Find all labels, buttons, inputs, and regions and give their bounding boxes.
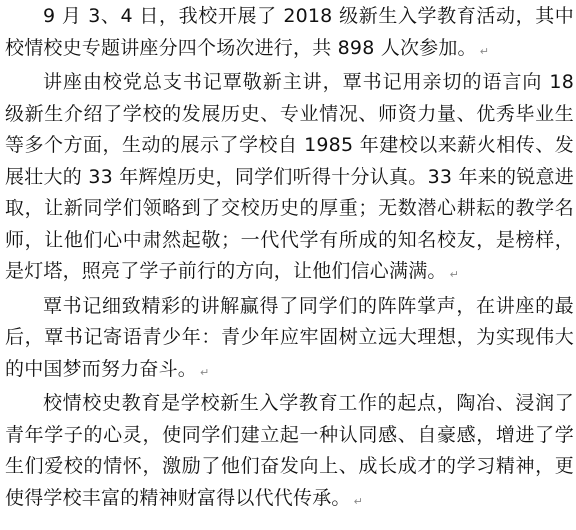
paragraph-mark-icon: ↵: [479, 44, 490, 58]
paragraph-1-text: 9 月 3、4 日，我校开展了 2018 级新生入学教育活动，其中校情校史专题讲座分四个场次进行，共 898 人次参加。: [5, 5, 574, 59]
paragraph-2: [5, 67, 574, 291]
paragraph-mark-icon: ↵: [200, 365, 210, 379]
paragraph-3-text: 覃书记细致精彩的讲解赢得了同学们的阵阵掌声，在讲座的最后，覃书记寄语青少年：青少年应牢固树立远大理想，为实现伟大的中国梦而努力奋斗。: [5, 294, 574, 380]
paragraph-1: [5, 1, 574, 67]
paragraph-4-text: 校情校史教育是学校新生入学教育工作的起点，陶冶、浸润了青年学子的心灵，使同学们建立起一种认同感、自豪感，增进了学生们爱校的情怀，激励了他们奋发向上、成长成才的学习精神，更使得学校丰富的精神财富得以代代传承。: [5, 392, 574, 509]
paragraph-4: [5, 388, 574, 517]
paragraph-2-text: 讲座由校党总支书记覃敬新主讲，覃书记用亲切的语言向 18 级新生介绍了学校的发展历史、专业情况、师资力量、优秀毕业生等多个方面，生动的展示了学校自 1985 年建校以来薪火相传、发展壮大的 33 年辉煌历史，同学们听得十分认真。33 年来的锐意进取，让新同学们领略到了交校历史的厚重；无数潜心耕耘的教学名师，让他们心中肃然起敬；一代代学有所成的知名校友，是榜样，是灯塔，照亮了学子前行的方向，让他们信心满满。: [5, 71, 574, 282]
paragraph-mark-icon: ↵: [449, 268, 460, 281]
paragraph-3: [5, 291, 574, 389]
paragraph-mark-icon: ↵: [353, 494, 364, 508]
